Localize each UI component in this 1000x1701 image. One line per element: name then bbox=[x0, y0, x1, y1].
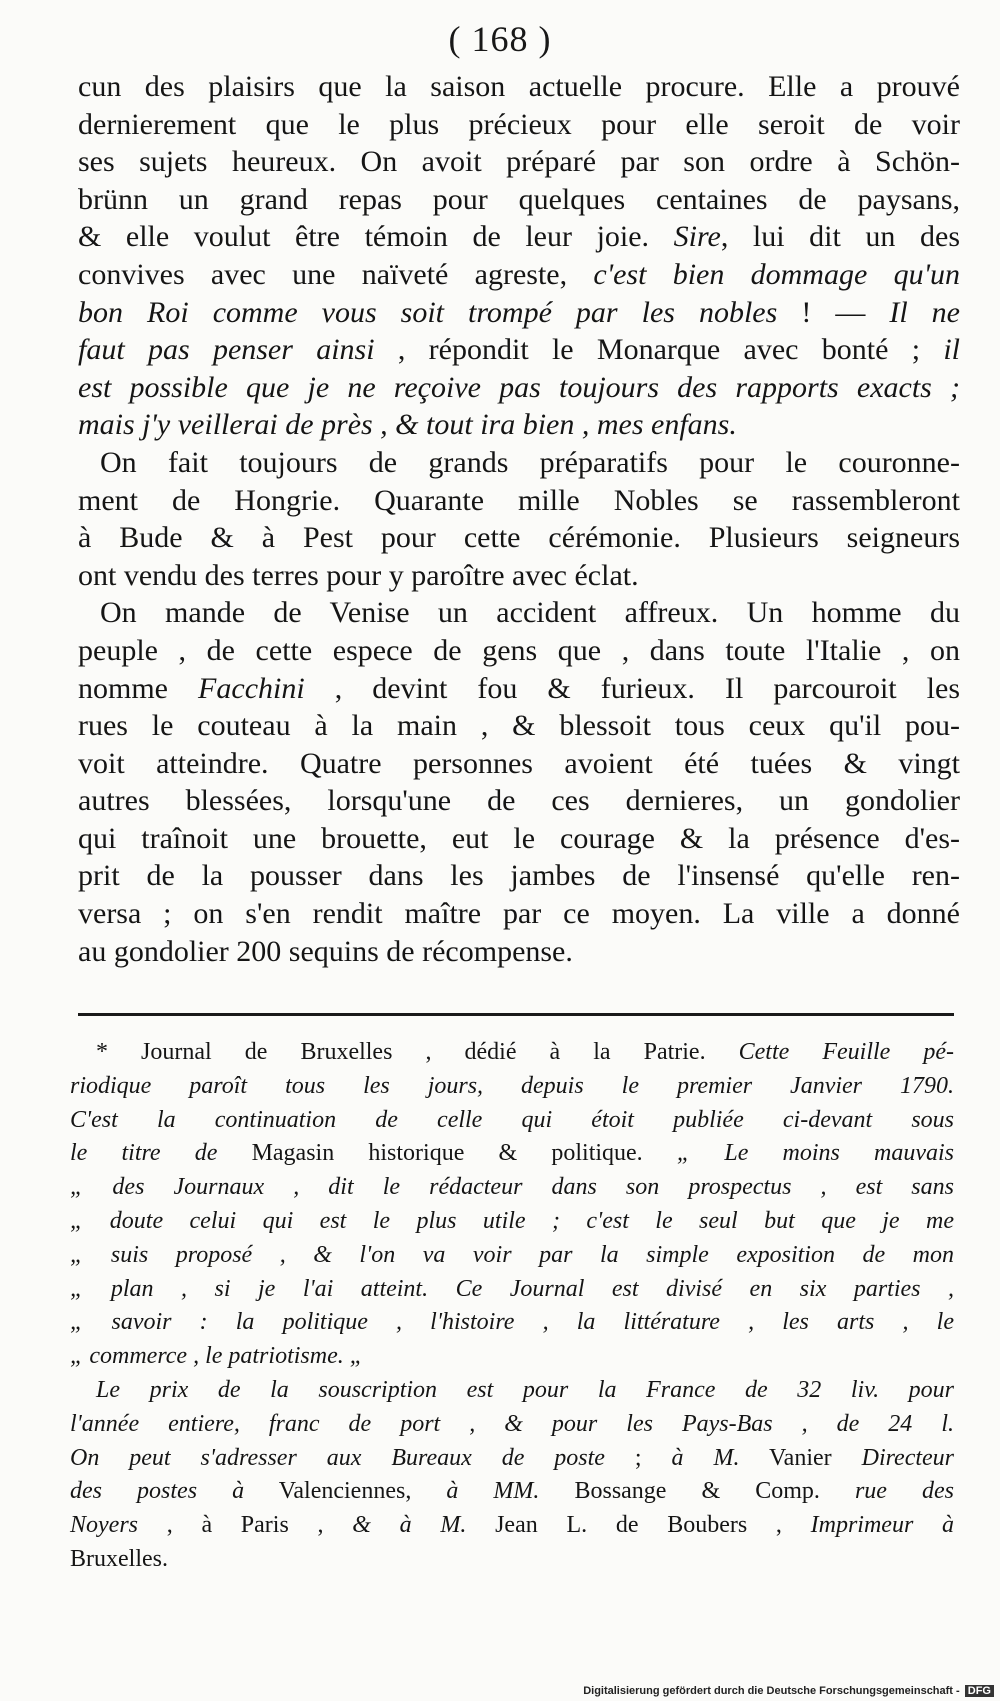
italic-text: des postes à bbox=[70, 1478, 245, 1505]
text-line: ont vendu des terres pour y paroître avec éclat. bbox=[78, 558, 639, 592]
footnote-line: des postes à Valenciennes, à MM. Bossange & Comp. rue des bbox=[70, 1478, 955, 1505]
text-line bbox=[78, 406, 960, 444]
footnote-line: Bruxelles. bbox=[70, 1545, 168, 1572]
digitization-credit bbox=[583, 1685, 994, 1697]
italic-text: „ savoir : la politique , l'histoire , la littérature , les arts , le bbox=[70, 1309, 954, 1336]
footnote-line bbox=[70, 1340, 954, 1374]
text-line: qui traînoit une brouette, eut le courage & la présence d'es- bbox=[78, 821, 960, 855]
footnote-line: * Journal de Bruxelles , dédié à la Patrie. Cette Feuille pé- bbox=[96, 1039, 954, 1065]
italic-text: „ commerce , le patriotisme. „ bbox=[70, 1343, 364, 1370]
text-line: autres blessées, lorsqu'une de ces dernieres, un gondolier bbox=[78, 784, 960, 818]
footnote-line bbox=[70, 1070, 954, 1104]
text-line: bon Roi comme vous soit trompé par les nobles ! — Il ne bbox=[78, 295, 960, 329]
italic-text: rue des bbox=[854, 1478, 955, 1505]
page-number: ( 168 ) bbox=[448, 19, 552, 59]
footnote-line bbox=[70, 1374, 954, 1408]
text-line: ses sujets heureux. On avoit préparé par son ordre à Schön- bbox=[78, 145, 960, 179]
text-line: On mande de Venise un accident affreux. Un homme du bbox=[100, 596, 960, 630]
text-line: peuple , de cette espece de gens que , dans toute l'Italie , on bbox=[78, 633, 960, 667]
footnote-line bbox=[70, 1205, 954, 1239]
italic-text: il bbox=[943, 333, 961, 367]
text-line: & elle voulut être témoin de leur joie. Sire, lui dit un des bbox=[78, 220, 960, 254]
footnote-separator-rule bbox=[78, 1013, 954, 1016]
text-line: On fait toujours de grands préparatifs pour le couronne- bbox=[100, 445, 960, 479]
footnote-line: Noyers , à Paris , & à M. Jean L. de Boubers , Imprimeur à bbox=[70, 1512, 954, 1539]
text-line bbox=[78, 369, 960, 407]
article-text bbox=[78, 68, 960, 970]
footnote-line bbox=[70, 1273, 954, 1307]
italic-text: „ des Journaux , dit le rédacteur dans son prospectus , est sans bbox=[70, 1174, 954, 1201]
italic-text: „ Le moins mauvais bbox=[676, 1140, 955, 1167]
italic-text: à M. bbox=[671, 1444, 740, 1471]
footnote-line bbox=[70, 1239, 954, 1273]
footnote-line: le titre de Magasin historique & politique. „ Le moins mauvais bbox=[70, 1140, 955, 1167]
credit-text: Digitalisierung gefördert durch die Deutsche Forschungsgemeinschaft - bbox=[583, 1685, 960, 1697]
footnote-line bbox=[70, 1408, 954, 1442]
italic-text: Facchini bbox=[198, 671, 305, 705]
italic-text: est possible que je ne reçoive pas toujours des rapports exacts ; bbox=[78, 370, 960, 404]
text-line: faut pas penser ainsi , répondit le Monarque avec bonté ; il bbox=[78, 333, 961, 367]
italic-text: C'est la continuation de celle qui étoit publiée ci-devant sous bbox=[70, 1106, 954, 1133]
italic-text: „ doute celui qui est le plus utile ; c'est le seul but que je me bbox=[70, 1207, 954, 1234]
italic-text: „ suis proposé , & l'on va voir par la simple exposition de mon bbox=[70, 1241, 954, 1268]
text-line: au gondolier 200 sequins de récompense. bbox=[78, 934, 573, 968]
italic-text: l'année entiere, franc de port , & pour les Pays-Bas , de 24 l. bbox=[70, 1410, 954, 1437]
dfg-logo-badge: DFG bbox=[965, 1685, 994, 1697]
italic-text: bon Roi comme vous soit trompé par les nobles bbox=[78, 295, 778, 329]
text-line: à Bude & à Pest pour cette cérémonie. Plusieurs seigneurs bbox=[78, 521, 960, 555]
italic-text: à MM. bbox=[446, 1478, 540, 1505]
italic-text: Directeur bbox=[861, 1444, 955, 1471]
text-line: voit atteindre. Quatre personnes avoient été tuées & vingt bbox=[78, 746, 960, 780]
italic-text: c'est bien dommage qu'un bbox=[593, 257, 960, 291]
text-line: rues le couteau à la main , & blessoit tous ceux qu'il pou- bbox=[78, 709, 960, 743]
italic-text: Le prix de la souscription est pour la France de 32 liv. pour bbox=[96, 1376, 954, 1403]
text-line: dernierement que le plus précieux pour elle seroit de voir bbox=[78, 107, 960, 141]
italic-text: mais j'y veillerai de près , & tout ira bien , mes enfans. bbox=[78, 408, 737, 442]
italic-text: faut pas penser ainsi bbox=[78, 333, 375, 367]
italic-text: le titre de bbox=[70, 1140, 218, 1167]
italic-text: & à M. bbox=[352, 1512, 467, 1539]
text-line: brünn un grand repas pour quelques centaines de paysans, bbox=[78, 182, 960, 216]
footnote-line bbox=[70, 1104, 954, 1138]
italic-text: Il ne bbox=[889, 295, 960, 329]
italic-text: Cette Feuille pé- bbox=[738, 1039, 954, 1065]
text-line: ment de Hongrie. Quarante mille Nobles se rassembleront bbox=[78, 483, 960, 517]
italic-text: Sire bbox=[673, 220, 721, 254]
italic-text: Noyers bbox=[70, 1512, 138, 1539]
italic-text: Imprimeur à bbox=[810, 1512, 954, 1539]
text-line: convives avec une naïveté agreste, c'est bien dommage qu'un bbox=[78, 257, 960, 291]
footnote-line bbox=[70, 1171, 954, 1205]
footnote-line: On peut s'adresser aux Bureaux de poste ; à M. Vanier Directeur bbox=[70, 1444, 955, 1471]
text-line: prit de la pousser dans les jambes de l'insensé qu'elle ren- bbox=[78, 859, 960, 893]
footnote-text bbox=[70, 1036, 954, 1577]
italic-text: riodique paroît tous les jours, depuis le premier Janvier 1790. bbox=[70, 1072, 954, 1099]
text-line: cun des plaisirs que la saison actuelle procure. Elle a prouvé bbox=[78, 70, 960, 103]
italic-text: „ plan , si je l'ai atteint. Ce Journal est divisé en six parties , bbox=[70, 1275, 954, 1302]
footnote-line bbox=[70, 1306, 954, 1340]
italic-text: On peut s'adresser aux Bureaux de poste bbox=[70, 1444, 605, 1471]
text-line: versa ; on s'en rendit maître par ce moyen. La ville a donné bbox=[78, 897, 960, 931]
text-line: nomme Facchini , devint fou & furieux. Il parcouroit les bbox=[78, 671, 960, 705]
